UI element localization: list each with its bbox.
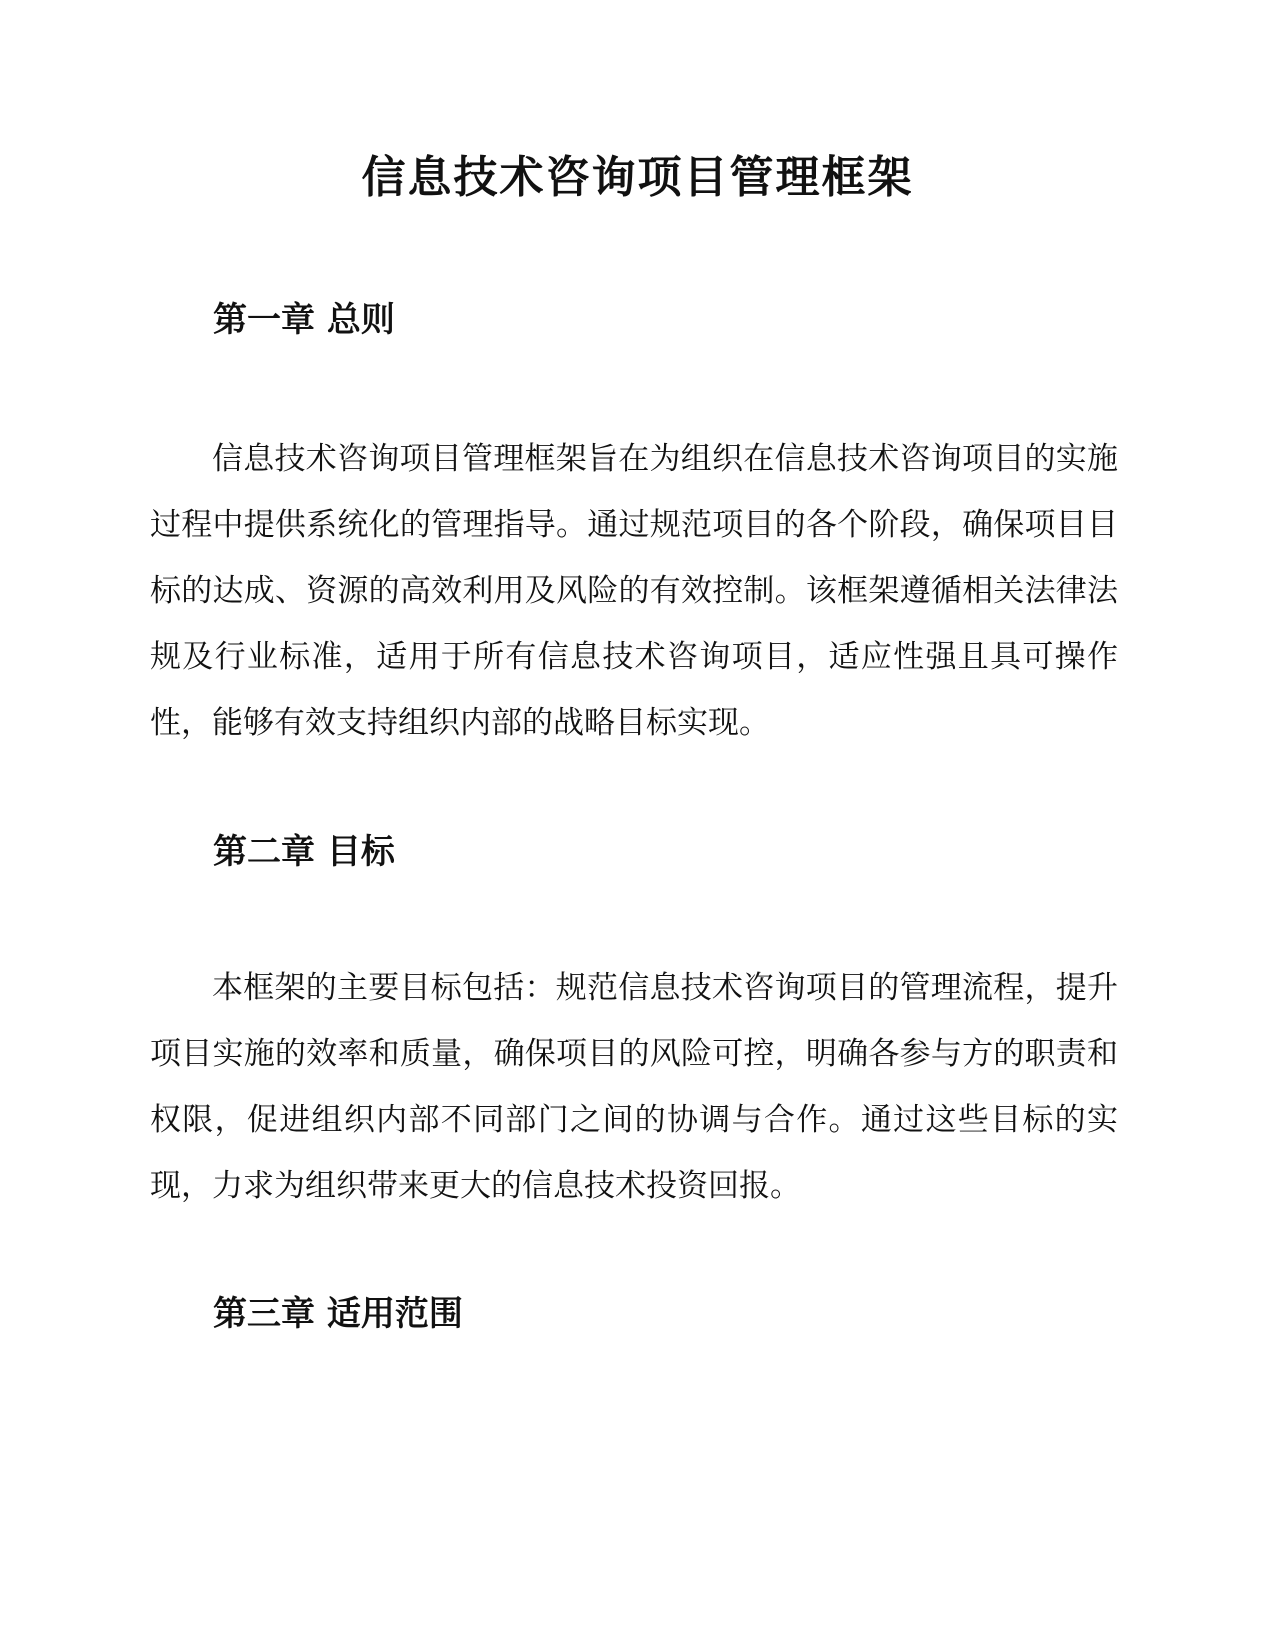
- body-paragraph: 本框架的主要目标包括：规范信息技术咨询项目的管理流程，提升项目实施的效率和质量，确保项目的风险可控，明确各参与方的职责和权限，促进组织内部不同部门之间的协调与合作。通过这些目标的实现，力求为组织带来更大的信息技术投资回报。: [150, 970, 1118, 1204]
- chapter-heading: 第二章 目标: [213, 832, 395, 872]
- chapter-heading: 第三章 适用范围: [213, 1294, 463, 1334]
- chapter-heading: 第一章 总则: [213, 300, 395, 340]
- document-title: 信息技术咨询项目管理框架: [361, 152, 914, 203]
- body-paragraph: 信息技术咨询项目管理框架旨在为组织在信息技术咨询项目的实施过程中提供系统化的管理指导。通过规范项目的各个阶段，确保项目目标的达成、资源的高效利用及风险的有效控制。该框架遵循相关法律法规及行业标准，适用于所有信息技术咨询项目，适应性强且具可操作性，能够有效支持组织内部的战略目标实现。: [150, 441, 1118, 741]
